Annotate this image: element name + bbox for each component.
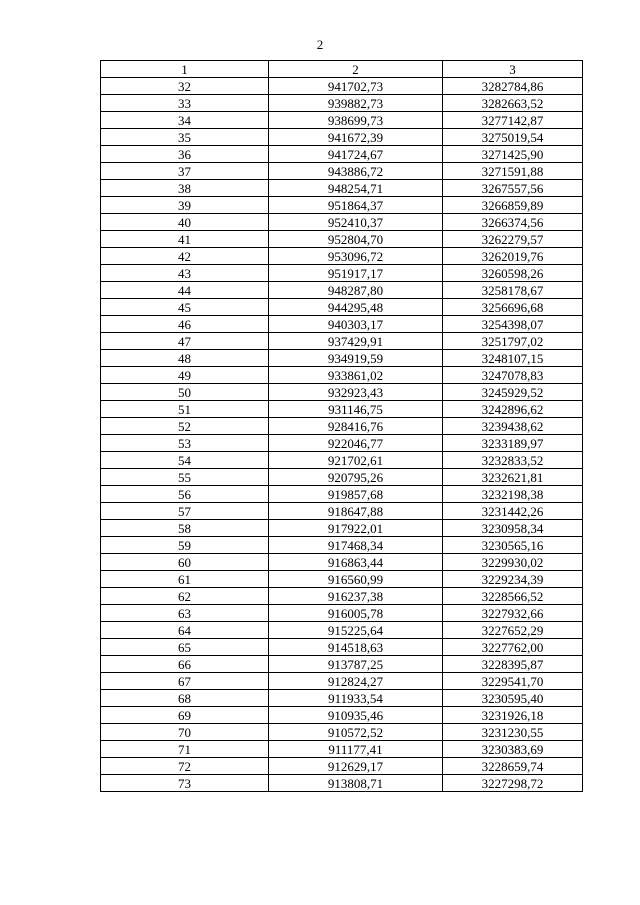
x-coordinate-cell: 928416,76	[269, 418, 443, 435]
x-coordinate-cell: 941672,39	[269, 129, 443, 146]
x-coordinate-cell: 915225,64	[269, 622, 443, 639]
y-coordinate-cell: 3254398,07	[443, 316, 583, 333]
table-row	[101, 265, 583, 282]
table-row	[101, 571, 583, 588]
point-number-cell: 54	[101, 452, 269, 469]
x-coordinate-cell: 948254,71	[269, 180, 443, 197]
x-coordinate-cell: 939882,73	[269, 95, 443, 112]
table-row	[101, 78, 583, 95]
point-number-cell: 39	[101, 197, 269, 214]
table-body	[101, 78, 583, 792]
table-row	[101, 418, 583, 435]
page-number: 2	[316, 37, 324, 52]
point-number-cell: 47	[101, 333, 269, 350]
point-number-cell: 60	[101, 554, 269, 571]
point-number-cell: 57	[101, 503, 269, 520]
point-number-cell: 43	[101, 265, 269, 282]
table-row	[101, 690, 583, 707]
y-coordinate-cell: 3260598,26	[443, 265, 583, 282]
point-number-cell: 55	[101, 469, 269, 486]
y-coordinate-cell: 3282663,52	[443, 95, 583, 112]
y-coordinate-cell: 3230958,34	[443, 520, 583, 537]
table-row	[101, 639, 583, 656]
table-row	[101, 588, 583, 605]
x-coordinate-cell: 916005,78	[269, 605, 443, 622]
table-row	[101, 503, 583, 520]
y-coordinate-cell: 3227652,29	[443, 622, 583, 639]
x-coordinate-cell: 952804,70	[269, 231, 443, 248]
table-row	[101, 469, 583, 486]
point-number-cell: 38	[101, 180, 269, 197]
coordinates-table	[100, 60, 583, 792]
table-row	[101, 129, 583, 146]
x-coordinate-cell: 916237,38	[269, 588, 443, 605]
y-coordinate-cell: 3230565,16	[443, 537, 583, 554]
y-coordinate-cell: 3227298,72	[443, 775, 583, 792]
y-coordinate-cell: 3262279,57	[443, 231, 583, 248]
point-number-cell: 62	[101, 588, 269, 605]
table-header-row	[101, 61, 583, 78]
point-number-cell: 59	[101, 537, 269, 554]
x-coordinate-cell: 918647,88	[269, 503, 443, 520]
y-coordinate-cell: 3227932,66	[443, 605, 583, 622]
table-row	[101, 435, 583, 452]
y-coordinate-cell: 3242896,62	[443, 401, 583, 418]
y-coordinate-cell: 3229541,70	[443, 673, 583, 690]
table-row	[101, 299, 583, 316]
x-coordinate-cell: 943886,72	[269, 163, 443, 180]
x-coordinate-cell: 952410,37	[269, 214, 443, 231]
y-coordinate-cell: 3239438,62	[443, 418, 583, 435]
x-coordinate-cell: 917922,01	[269, 520, 443, 537]
point-number-cell: 36	[101, 146, 269, 163]
x-coordinate-cell: 911933,54	[269, 690, 443, 707]
point-number-cell: 58	[101, 520, 269, 537]
y-coordinate-cell: 3247078,83	[443, 367, 583, 384]
y-coordinate-cell: 3232621,81	[443, 469, 583, 486]
x-coordinate-cell: 932923,43	[269, 384, 443, 401]
column-header-3: 3	[443, 61, 583, 78]
x-coordinate-cell: 916863,44	[269, 554, 443, 571]
table-row	[101, 146, 583, 163]
point-number-cell: 46	[101, 316, 269, 333]
table-row	[101, 707, 583, 724]
x-coordinate-cell: 913808,71	[269, 775, 443, 792]
table-row	[101, 282, 583, 299]
x-coordinate-cell: 934919,59	[269, 350, 443, 367]
table-row	[101, 758, 583, 775]
x-coordinate-cell: 941702,73	[269, 78, 443, 95]
point-number-cell: 32	[101, 78, 269, 95]
y-coordinate-cell: 3228659,74	[443, 758, 583, 775]
x-coordinate-cell: 940303,17	[269, 316, 443, 333]
y-coordinate-cell: 3266374,56	[443, 214, 583, 231]
point-number-cell: 68	[101, 690, 269, 707]
x-coordinate-cell: 931146,75	[269, 401, 443, 418]
table-row	[101, 741, 583, 758]
point-number-cell: 35	[101, 129, 269, 146]
point-number-cell: 71	[101, 741, 269, 758]
point-number-cell: 37	[101, 163, 269, 180]
table-row	[101, 673, 583, 690]
y-coordinate-cell: 3277142,87	[443, 112, 583, 129]
y-coordinate-cell: 3267557,56	[443, 180, 583, 197]
x-coordinate-cell: 917468,34	[269, 537, 443, 554]
point-number-cell: 40	[101, 214, 269, 231]
table-row	[101, 605, 583, 622]
table-row	[101, 520, 583, 537]
table-row	[101, 452, 583, 469]
y-coordinate-cell: 3230383,69	[443, 741, 583, 758]
point-number-cell: 50	[101, 384, 269, 401]
y-coordinate-cell: 3271591,88	[443, 163, 583, 180]
column-header-1: 1	[101, 61, 269, 78]
x-coordinate-cell: 912629,17	[269, 758, 443, 775]
x-coordinate-cell: 910572,52	[269, 724, 443, 741]
table-row	[101, 367, 583, 384]
x-coordinate-cell: 951864,37	[269, 197, 443, 214]
y-coordinate-cell: 3266859,89	[443, 197, 583, 214]
x-coordinate-cell: 910935,46	[269, 707, 443, 724]
point-number-cell: 41	[101, 231, 269, 248]
table-row	[101, 554, 583, 571]
y-coordinate-cell: 3229930,02	[443, 554, 583, 571]
table-row	[101, 316, 583, 333]
point-number-cell: 67	[101, 673, 269, 690]
x-coordinate-cell: 941724,67	[269, 146, 443, 163]
x-coordinate-cell: 912824,27	[269, 673, 443, 690]
y-coordinate-cell: 3229234,39	[443, 571, 583, 588]
y-coordinate-cell: 3232198,38	[443, 486, 583, 503]
x-coordinate-cell: 913787,25	[269, 656, 443, 673]
point-number-cell: 48	[101, 350, 269, 367]
x-coordinate-cell: 919857,68	[269, 486, 443, 503]
y-coordinate-cell: 3275019,54	[443, 129, 583, 146]
point-number-cell: 61	[101, 571, 269, 588]
point-number-cell: 51	[101, 401, 269, 418]
point-number-cell: 63	[101, 605, 269, 622]
y-coordinate-cell: 3251797,02	[443, 333, 583, 350]
point-number-cell: 73	[101, 775, 269, 792]
x-coordinate-cell: 951917,17	[269, 265, 443, 282]
point-number-cell: 64	[101, 622, 269, 639]
table-row	[101, 248, 583, 265]
table-row	[101, 112, 583, 129]
y-coordinate-cell: 3282784,86	[443, 78, 583, 95]
table-row	[101, 775, 583, 792]
x-coordinate-cell: 933861,02	[269, 367, 443, 384]
point-number-cell: 66	[101, 656, 269, 673]
column-header-2: 2	[269, 61, 443, 78]
table-row	[101, 214, 583, 231]
table-row	[101, 180, 583, 197]
y-coordinate-cell: 3248107,15	[443, 350, 583, 367]
table-row	[101, 163, 583, 180]
table-row	[101, 537, 583, 554]
y-coordinate-cell: 3227762,00	[443, 639, 583, 656]
x-coordinate-cell: 953096,72	[269, 248, 443, 265]
y-coordinate-cell: 3256696,68	[443, 299, 583, 316]
point-number-cell: 42	[101, 248, 269, 265]
y-coordinate-cell: 3271425,90	[443, 146, 583, 163]
table-row	[101, 724, 583, 741]
table-row	[101, 384, 583, 401]
table-row	[101, 231, 583, 248]
y-coordinate-cell: 3245929,52	[443, 384, 583, 401]
y-coordinate-cell: 3232833,52	[443, 452, 583, 469]
x-coordinate-cell: 937429,91	[269, 333, 443, 350]
point-number-cell: 49	[101, 367, 269, 384]
point-number-cell: 44	[101, 282, 269, 299]
x-coordinate-cell: 938699,73	[269, 112, 443, 129]
x-coordinate-cell: 944295,48	[269, 299, 443, 316]
y-coordinate-cell: 3230595,40	[443, 690, 583, 707]
point-number-cell: 70	[101, 724, 269, 741]
table-row	[101, 95, 583, 112]
y-coordinate-cell: 3228395,87	[443, 656, 583, 673]
point-number-cell: 45	[101, 299, 269, 316]
point-number-cell: 53	[101, 435, 269, 452]
y-coordinate-cell: 3233189,97	[443, 435, 583, 452]
y-coordinate-cell: 3231230,55	[443, 724, 583, 741]
table-row	[101, 197, 583, 214]
x-coordinate-cell: 911177,41	[269, 741, 443, 758]
x-coordinate-cell: 922046,77	[269, 435, 443, 452]
y-coordinate-cell: 3231926,18	[443, 707, 583, 724]
x-coordinate-cell: 914518,63	[269, 639, 443, 656]
table-row	[101, 401, 583, 418]
y-coordinate-cell: 3231442,26	[443, 503, 583, 520]
y-coordinate-cell: 3258178,67	[443, 282, 583, 299]
table-row	[101, 622, 583, 639]
table-row	[101, 333, 583, 350]
point-number-cell: 52	[101, 418, 269, 435]
y-coordinate-cell: 3228566,52	[443, 588, 583, 605]
point-number-cell: 34	[101, 112, 269, 129]
y-coordinate-cell: 3262019,76	[443, 248, 583, 265]
point-number-cell: 69	[101, 707, 269, 724]
x-coordinate-cell: 920795,26	[269, 469, 443, 486]
x-coordinate-cell: 916560,99	[269, 571, 443, 588]
x-coordinate-cell: 948287,80	[269, 282, 443, 299]
point-number-cell: 56	[101, 486, 269, 503]
point-number-cell: 65	[101, 639, 269, 656]
table-row	[101, 486, 583, 503]
point-number-cell: 33	[101, 95, 269, 112]
x-coordinate-cell: 921702,61	[269, 452, 443, 469]
table-row	[101, 350, 583, 367]
point-number-cell: 72	[101, 758, 269, 775]
table-row	[101, 656, 583, 673]
